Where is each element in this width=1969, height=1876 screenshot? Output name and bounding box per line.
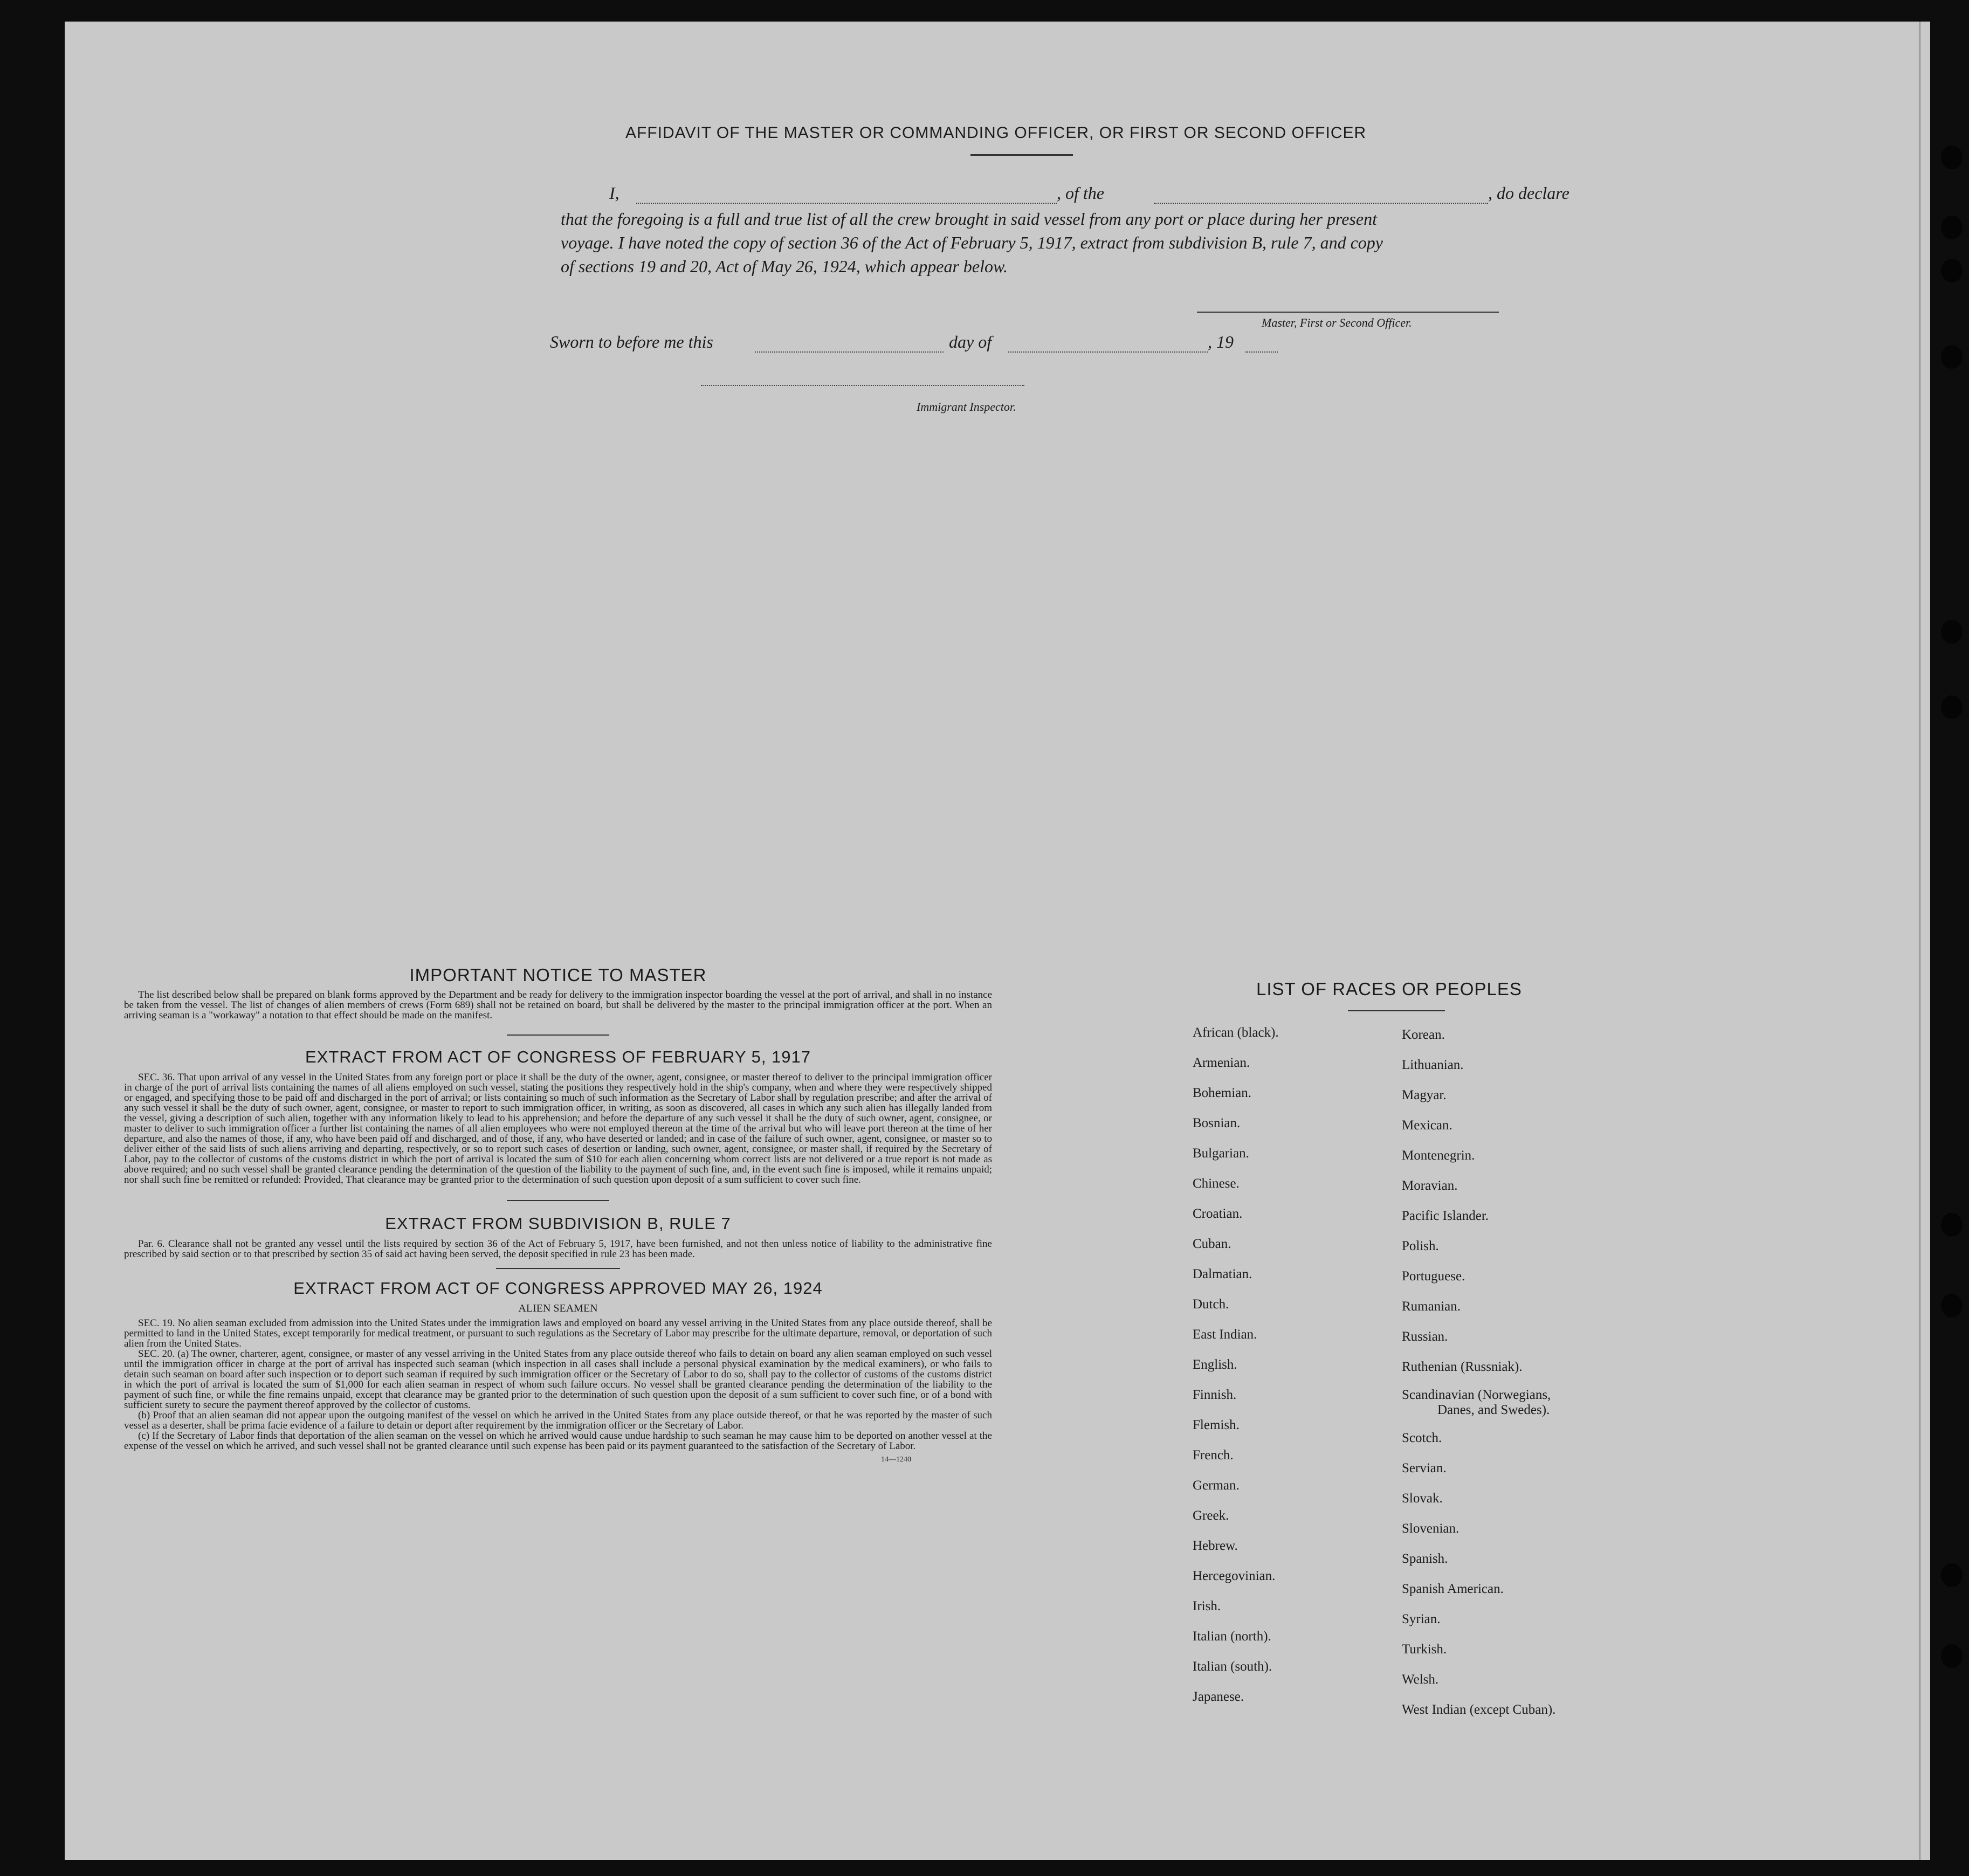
race-item: Scotch. <box>1402 1431 1442 1445</box>
race-item: Chinese. <box>1193 1176 1240 1191</box>
affidavit-line-4: of sections 19 and 20, Act of May 26, 1924, which appear below. <box>561 257 1008 276</box>
notice-paragraph: The list described below shall be prepared on blank forms approved by the Department and be ready for delivery to the immigration inspector boarding the vessel at the port of arrival, and shall in no instance be taken from the vessel. The list of changes of alien members of crews (Form 689) shall not be retained on board, but shall be delivered by the master to the principal immigration officer at the port. When an arriving seaman is a "workaway" a notation to that effect should be made on the manifest. <box>124 989 992 1021</box>
extract-1924-title: EXTRACT FROM ACT OF CONGRESS APPROVED MAY 26, 1924 <box>293 1279 823 1298</box>
race-item: Servian. <box>1402 1461 1447 1475</box>
race-item: Japanese. <box>1193 1689 1244 1704</box>
extract-1917-text <box>124 1072 992 1185</box>
declarant-name-field[interactable] <box>636 203 1057 204</box>
inspector-caption: Immigrant Inspector. <box>917 400 1016 413</box>
form-number: 14—1240 <box>881 1456 911 1464</box>
race-item: West Indian (except Cuban). <box>1402 1702 1556 1717</box>
master-signature-line[interactable] <box>1197 312 1499 313</box>
divider <box>970 154 1073 156</box>
race-item: Italian (south). <box>1193 1659 1272 1674</box>
punch-hole <box>1941 1213 1963 1237</box>
divider <box>496 1268 620 1269</box>
race-item: Spanish. <box>1402 1551 1448 1566</box>
race-item: African (black). <box>1193 1025 1279 1040</box>
sworn-line <box>550 332 1359 357</box>
inspector-signature-line[interactable] <box>701 385 1024 386</box>
race-item: Cuban. <box>1193 1237 1231 1251</box>
affidavit-line-3: voyage. I have noted the copy of section 36 of the Act of February 5, 1917, extract from subdivision B, rule 7, and copy <box>561 233 1383 252</box>
race-item: Croatian. <box>1193 1206 1243 1221</box>
race-item: Slovak. <box>1402 1491 1443 1506</box>
race-item: German. <box>1193 1478 1240 1493</box>
master-signature-caption: Master, First or Second Officer. <box>1262 316 1412 329</box>
race-item: Finnish. <box>1193 1388 1237 1402</box>
punch-hole <box>1941 695 1963 719</box>
sworn-month-field[interactable] <box>1008 351 1208 353</box>
section-20a-paragraph: SEC. 20. (a) The owner, charterer, agent, consignee, or master of any vessel arriving in the United States from any place outside thereof who fails to detain on board any alien seaman employed on such vessel until the immigration officer in charge at the port of arrival has inspected such seaman (which inspection in all cases shall include a personal physical examination by the medical examiners), or who fails to detain such seaman on board after such inspection or to deport such seaman if required by such immigration officer or the Secretary of Labor to do so, shall pay to the collector of customs of the customs district in which the port of arrival is located the sum of $1,000 for each alien seaman in respect of whom such failure occurs. No vessel shall be granted clearance pending the determination of the liability to the payment of such fine, or while the fine remains unpaid, except that clearance may be granted prior to the determination of such question upon the deposit of a sum sufficient to cover such fine, or of a bond with sufficient surety to secure the payment thereof approved by the collector of customs. <box>124 1348 992 1411</box>
vessel-name-field[interactable] <box>1154 203 1488 204</box>
race-item: Bulgarian. <box>1193 1146 1249 1161</box>
races-title: LIST OF RACES OR PEOPLES <box>1256 979 1522 999</box>
punch-hole <box>1941 259 1963 282</box>
declarant-label: I, <box>609 183 619 203</box>
race-item: Montenegrin. <box>1402 1148 1475 1163</box>
race-item: Spanish American. <box>1402 1582 1504 1596</box>
race-item: Moravian. <box>1402 1178 1458 1193</box>
document-sheet <box>65 22 1930 1860</box>
sworn-prefix: Sworn to before me this <box>550 332 713 351</box>
race-item: Mexican. <box>1402 1118 1452 1133</box>
extract-1924-text <box>124 1318 992 1451</box>
punch-hole <box>1941 1644 1963 1668</box>
section-20c-paragraph: (c) If the Secretary of Labor finds that deportation of the alien seaman on the vessel on which he arrived would cause undue hardship to such seaman he may cause him to be deported on another vessel at the expense of the vessel on which he arrived, and such vessel shall not be granted clearance until such expense has been paid or its payment guaranteed to the satisfaction of the Secretary of Labor. <box>124 1430 992 1452</box>
race-item: Hebrew. <box>1193 1539 1238 1553</box>
vessel-label: , of the <box>1057 183 1104 203</box>
extract-1917-title: EXTRACT FROM ACT OF CONGRESS OF FEBRUARY 5, 1917 <box>305 1047 811 1066</box>
punch-hole <box>1941 620 1963 644</box>
race-item: Bosnian. <box>1193 1116 1241 1130</box>
race-item: Portuguese. <box>1402 1269 1465 1284</box>
punch-hole <box>1941 1563 1963 1587</box>
race-item: Magyar. <box>1402 1088 1447 1102</box>
divider <box>507 1034 609 1036</box>
race-item: Italian (north). <box>1193 1629 1271 1644</box>
punch-hole <box>1941 1294 1963 1318</box>
race-item: Armenian. <box>1193 1056 1250 1070</box>
affidavit-line-1 <box>550 183 1607 208</box>
section-20b-paragraph: (b) Proof that an alien seaman did not appear upon the outgoing manifest of the vessel on which he arrived in the United States from any place outside thereof, or that he was reported by the master of such vessel as a deserter, shall be prima facie evidence of a failure to detain or deport after requirement by the immigration officer or the Secretary of Labor. <box>124 1410 992 1431</box>
declare-label: , do declare <box>1488 183 1569 203</box>
section-36-paragraph: SEC. 36. That upon arrival of any vessel in the United States from any foreign port or place it shall be the duty of the owner, agent, consignee, or master thereof to deliver to the principal immigration officer in charge of the port of arrival lists containing the names of all aliens employed on such vessel, stating the positions they respectively hold in the ship's company, when and where they were respectively shipped or engaged, and specifying those to be paid off and discharged in the port of arrival; or lists containing so much of such information as the Secretary of Labor shall by regulation prescribe; and after the arrival of any such vessel it shall be the duty of such owner, agent, consignee, or master to report to such immigration officer, in writing, as soon as discovered, all cases in which any such alien has illegally landed from the vessel, giving a description of such alien, together with any information likely to lead to his apprehension; and before the departure of any such vessel it shall be the duty of such owner, agent, consignee, or master to deliver to such immigration officer a further list containing the names of all alien employees who were not employed thereon at the time of the arrival but who will leave port thereon at the time of her departure, and also the names of those, if any, who have been paid off and discharged, and of those, if any, who have deserted or landed; and in case of the failure of such owner, agent, consignee, or master so to deliver either of the said lists of such aliens arriving and departing, respectively, or so to report such cases of desertion or landing, such owner, agent, consignee, or master shall, if required by the Secretary of Labor, pay to the collector of customs of the customs district in which the port of arrival is located the sum of $10 for each alien concerning whom correct lists are not delivered or a true report is not made as above required; and no such vessel shall be granted clearance pending the determination of the question of the liability to the payment of such fine, and, in the event such fine is imposed, while it remains unpaid; nor shall such fine be remitted or refunded: Provided, That clearance may be granted prior to the determination of such question upon deposit of a sum sufficient to cover such fine. <box>124 1072 992 1185</box>
section-19-paragraph: SEC. 19. No alien seaman excluded from admission into the United States under the immigration laws and employed on board any vessel arriving in the United States from any place outside thereof, shall be permitted to land in the United States, except temporarily for medical treatment, or pursuant to such regulations as the Secretary of Labor may prescribe for the ultimate departure, removal, or deportation of such alien from the United States. <box>124 1318 992 1349</box>
race-item: Dalmatian. <box>1193 1267 1252 1281</box>
sworn-day-field[interactable] <box>755 351 944 353</box>
race-item: Dutch. <box>1193 1297 1229 1312</box>
extract-rule7-text <box>124 1239 992 1259</box>
par-6-paragraph: Par. 6. Clearance shall not be granted any vessel until the lists required by section 36 of the Act of February 5, 1917, have been furnished, and not then unless notice of liability to the administrative fine prescribed by said section or to that prescribed by section 35 of said act having been served, the deposit specified in rule 23 has been made. <box>124 1238 992 1260</box>
punch-hole <box>1941 345 1963 369</box>
divider <box>1348 1010 1445 1011</box>
race-item: Pacific Islander. <box>1402 1209 1489 1223</box>
race-item: Slovenian. <box>1402 1521 1459 1536</box>
race-item: East Indian. <box>1193 1327 1257 1342</box>
race-item: Hercegovinian. <box>1193 1569 1276 1583</box>
affidavit-title: AFFIDAVIT OF THE MASTER OR COMMANDING OFFICER, OR FIRST OR SECOND OFFICER <box>625 124 1367 142</box>
race-item: Bohemian. <box>1193 1086 1252 1100</box>
race-item: English. <box>1193 1357 1237 1372</box>
extract-rule7-title: EXTRACT FROM SUBDIVISION B, RULE 7 <box>385 1214 731 1233</box>
divider <box>507 1200 609 1201</box>
race-item: Ruthenian (Russniak). <box>1402 1360 1523 1374</box>
page-fold-line <box>1919 22 1920 1860</box>
punch-hole <box>1941 216 1963 239</box>
sworn-day-of: day of <box>949 332 992 351</box>
sworn-year-field[interactable] <box>1245 351 1278 353</box>
punch-hole <box>1941 146 1963 169</box>
race-item: Lithuanian. <box>1402 1058 1464 1072</box>
race-item: Greek. <box>1193 1508 1229 1523</box>
alien-seamen-subtitle: ALIEN SEAMEN <box>518 1302 598 1314</box>
race-item: Korean. <box>1402 1027 1445 1042</box>
race-item: Flemish. <box>1193 1418 1240 1432</box>
sworn-year: , 19 <box>1208 332 1234 351</box>
notice-text <box>124 990 992 1020</box>
race-item: Scandinavian (Norwegians, <box>1402 1388 1551 1402</box>
race-item: Syrian. <box>1402 1612 1441 1626</box>
race-item: Turkish. <box>1402 1642 1447 1657</box>
notice-column <box>124 965 992 1464</box>
race-item: Rumanian. <box>1402 1299 1461 1314</box>
race-item: Irish. <box>1193 1599 1221 1613</box>
affidavit-line-2: that the foregoing is a full and true list of all the crew brought in said vessel from any port or place during her present <box>561 209 1377 229</box>
race-item: Russian. <box>1402 1329 1448 1344</box>
race-item: Welsh. <box>1402 1672 1439 1687</box>
race-item: French. <box>1193 1448 1234 1463</box>
race-item: Polish. <box>1402 1239 1439 1253</box>
race-item-continued: Danes, and Swedes). <box>1437 1403 1550 1417</box>
notice-title: IMPORTANT NOTICE TO MASTER <box>409 965 707 985</box>
